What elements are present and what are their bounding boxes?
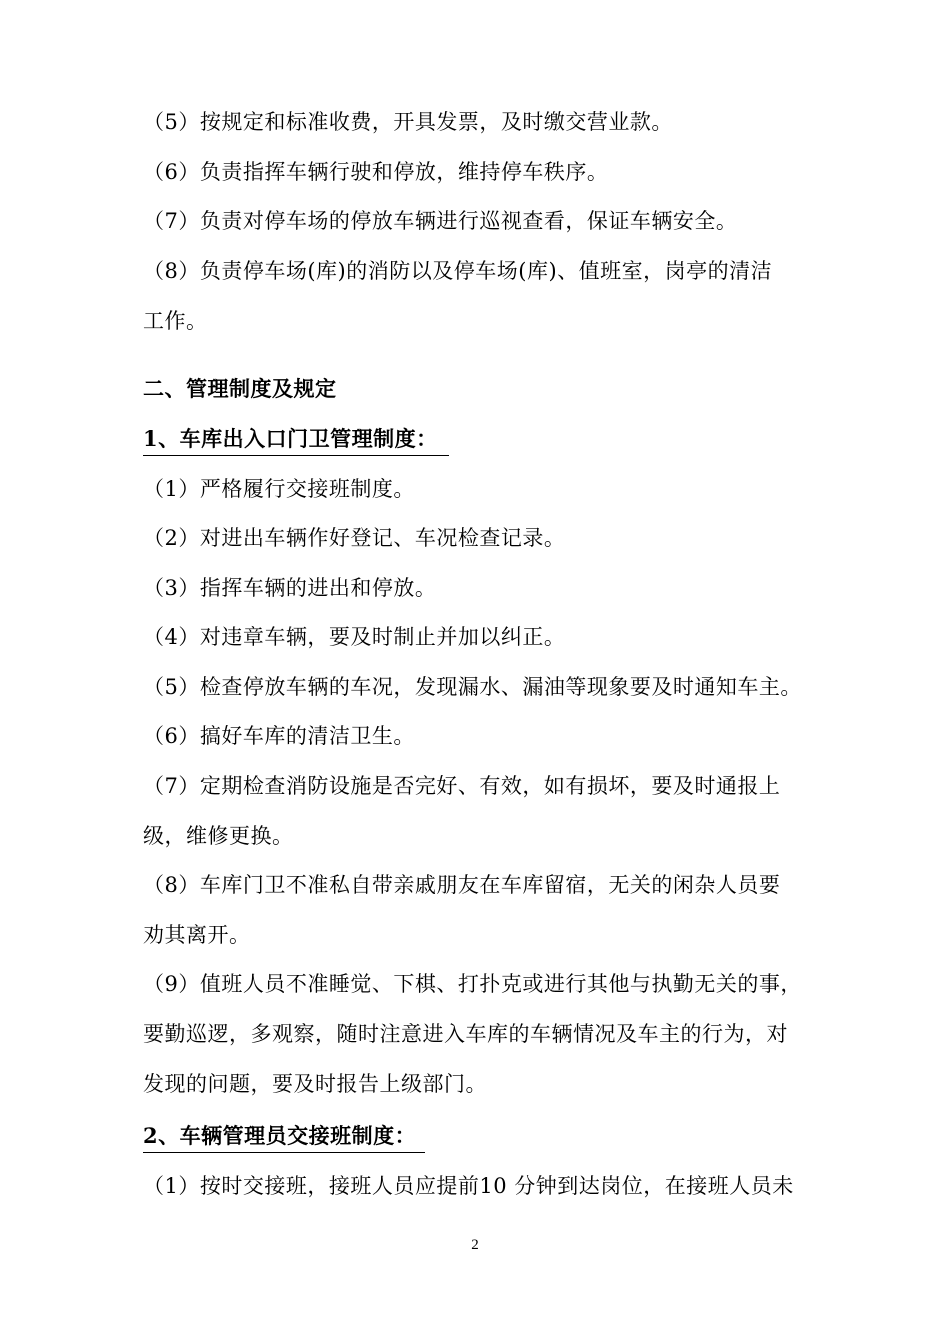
list-item: 要勤巡逻，多观察，随时注意进入车库的车辆情况及车主的行为，对 — [143, 1022, 788, 1046]
page-number: 2 — [471, 1237, 479, 1253]
paragraph-line: （8）负责停车场(库)的消防以及停车场(库)、值班室，岗亭的清洁 — [143, 259, 773, 283]
list-item: 发现的问题，要及时报告上级部门。 — [143, 1072, 487, 1096]
list-item: （3）指挥车辆的进出和停放。 — [143, 576, 437, 600]
list-item: （6）搞好车库的清洁卫生。 — [143, 724, 415, 748]
list-item: （2）对进出车辆作好登记、车况检查记录。 — [143, 526, 566, 550]
subsection-title-2 — [143, 1122, 425, 1153]
list-item: 劝其离开。 — [143, 923, 251, 947]
list-item: （1）按时交接班，接班人员应提前10 分钟到达岗位，在接班人员未 — [143, 1174, 794, 1198]
paragraph-line: （6）负责指挥车辆行驶和停放，维持停车秩序。 — [143, 160, 609, 184]
list-item: （4）对违章车辆，要及时制止并加以纠正。 — [143, 625, 566, 649]
paragraph-line: 工作。 — [143, 309, 208, 333]
list-item: （1）严格履行交接班制度。 — [143, 477, 415, 501]
list-item: （7）定期检查消防设施是否完好、有效，如有损坏，要及时通报上 — [143, 774, 781, 798]
subsection-title-2-text: 2、车辆管理员交接班制度： — [143, 1122, 425, 1153]
section-title: 二、管理制度及规定 — [143, 376, 337, 401]
list-item: （5）检查停放车辆的车况，发现漏水、漏油等现象要及时通知车主。 — [143, 675, 802, 699]
list-item: （8）车库门卫不准私自带亲戚朋友在车库留宿，无关的闲杂人员要 — [143, 873, 781, 897]
paragraph-line: （5）按规定和标准收费，开具发票，及时缴交营业款。 — [143, 110, 673, 134]
list-item: （9）值班人员不准睡觉、下棋、打扑克或进行其他与执勤无关的事， — [143, 972, 802, 996]
list-item: 级，维修更换。 — [143, 824, 294, 848]
paragraph-line: （7）负责对停车场的停放车辆进行巡视查看，保证车辆安全。 — [143, 209, 738, 233]
subsection-title-1 — [143, 425, 449, 456]
subsection-title-1-text: 1、车库出入口门卫管理制度： — [143, 425, 449, 456]
